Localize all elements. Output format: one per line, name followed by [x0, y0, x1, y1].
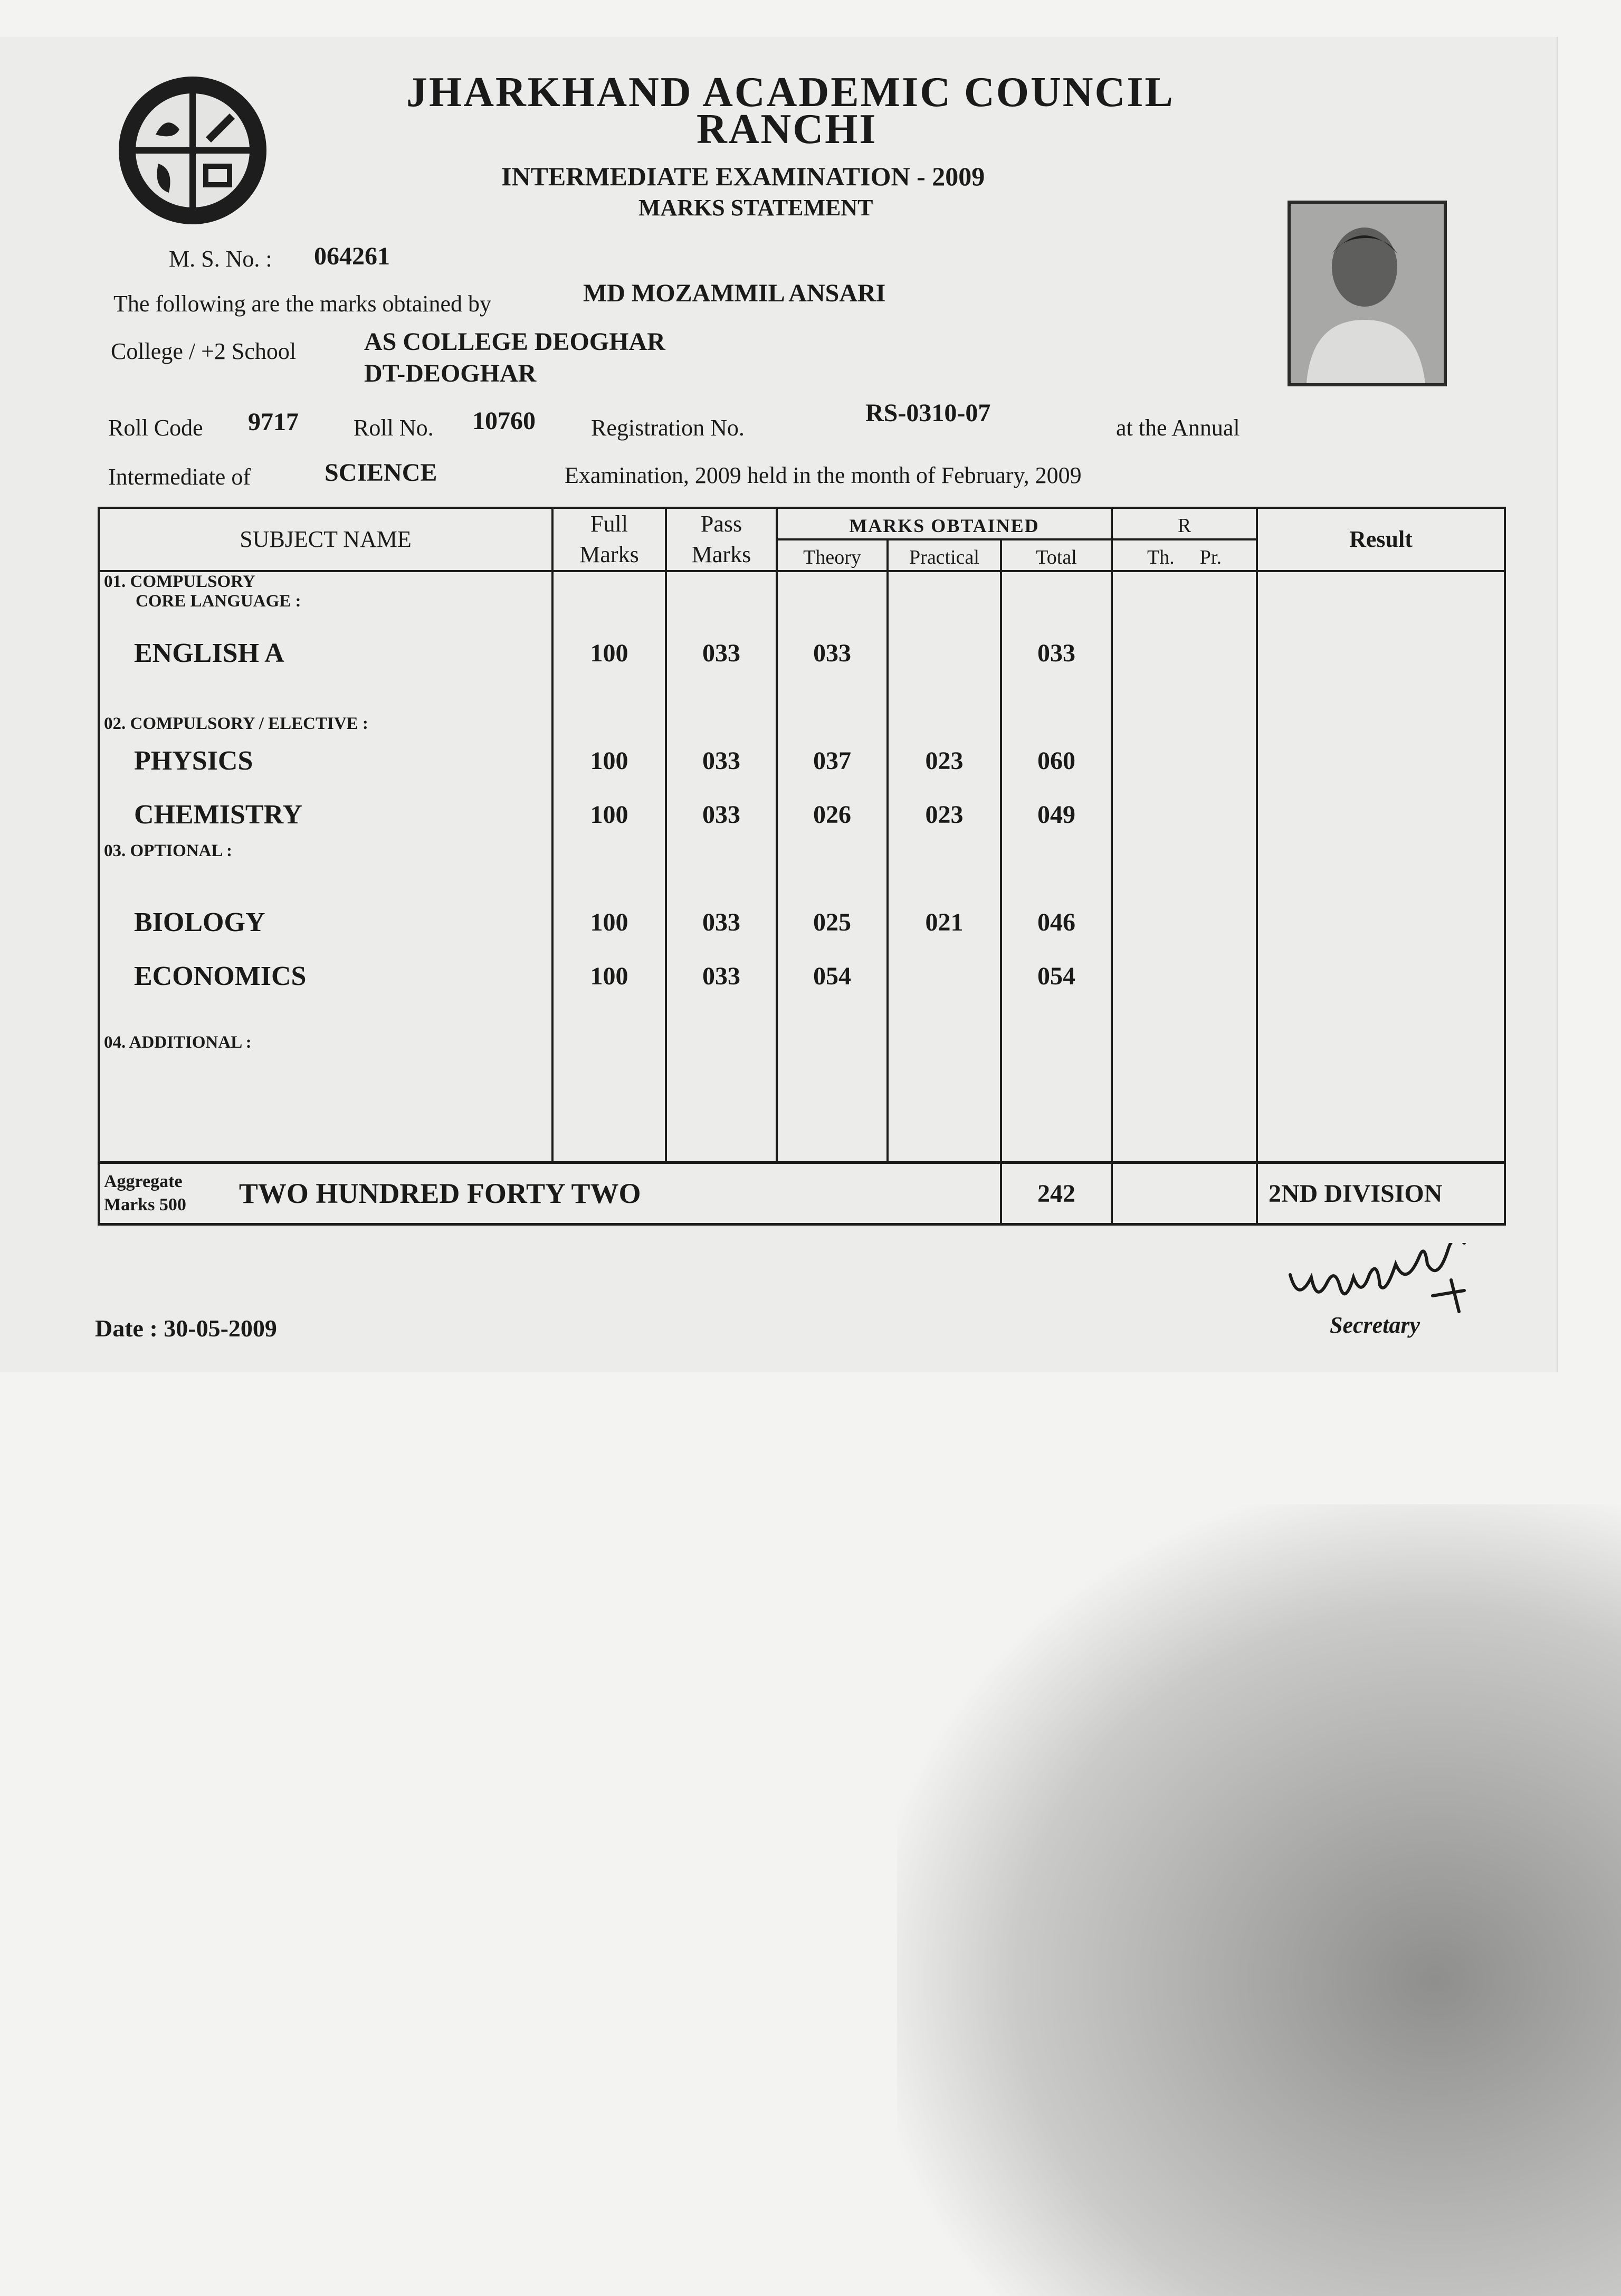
pass-marks-cell: 033: [666, 949, 777, 1003]
issue-date: Date : 30-05-2009: [95, 1315, 277, 1342]
student-photo: [1288, 201, 1447, 386]
full-marks-cell: 100: [552, 626, 666, 680]
total-cell: 054: [1001, 949, 1112, 1003]
registration-value: RS-0310-07: [865, 399, 991, 427]
table-row: [99, 734, 1505, 788]
statement-title: MARKS STATEMENT: [638, 195, 873, 221]
header-th-pr: Th. Pr.: [1112, 539, 1257, 571]
category-row: [99, 571, 1505, 626]
annual-label: at the Annual: [1116, 415, 1240, 441]
aggregate-result: 2ND DIVISION: [1257, 1163, 1505, 1225]
table-header-top: [99, 508, 1505, 539]
secretary-signature-icon: [1282, 1243, 1504, 1317]
aggregate-row: [99, 1163, 1505, 1225]
full-marks-cell: 100: [552, 788, 666, 841]
category-additional: 04. ADDITIONAL :: [99, 1003, 552, 1082]
council-title: JHARKHAND ACADEMIC COUNCIL: [406, 69, 1175, 116]
subject-cell: PHYSICS: [99, 734, 552, 788]
header-pass-marks: Pass Marks: [666, 508, 777, 571]
total-cell: 060: [1001, 734, 1112, 788]
aggregate-total: 242: [1001, 1163, 1112, 1225]
pass-marks-cell: 033: [666, 788, 777, 841]
intermediate-label: Intermediate of: [108, 464, 251, 490]
table-row: [99, 895, 1505, 949]
aggregate-in-words: TWO HUNDRED FORTY TWO: [239, 1178, 641, 1209]
theory-cell: 037: [777, 734, 888, 788]
table-row: [99, 949, 1505, 1003]
stream-value: SCIENCE: [325, 459, 437, 487]
header-theory: Theory: [777, 539, 888, 571]
marks-table: [98, 507, 1506, 1226]
category-compulsory: 01. COMPULSORY CORE LANGUAGE :: [99, 571, 552, 626]
roll-no-value: 10760: [472, 407, 536, 435]
practical-cell: 021: [888, 895, 1001, 949]
practical-cell: [888, 949, 1001, 1003]
table-row: [99, 788, 1505, 841]
subject-cell: ECONOMICS: [99, 949, 552, 1003]
roll-no-label: Roll No.: [354, 415, 434, 441]
roll-code-label: Roll Code: [108, 415, 203, 441]
category-elective: 02. COMPULSORY / ELECTIVE :: [99, 680, 552, 734]
pass-marks-cell: 033: [666, 734, 777, 788]
theory-cell: 033: [777, 626, 888, 680]
student-portrait-image: [1291, 204, 1444, 383]
college-district: DT-DEOGHAR: [364, 359, 537, 387]
college-label: College / +2 School: [111, 338, 297, 364]
obtained-by-label: The following are the marks obtained by: [113, 291, 492, 317]
table-row: [99, 626, 1505, 680]
pass-marks-cell: 033: [666, 626, 777, 680]
category-row: [99, 680, 1505, 734]
subject-cell: BIOLOGY: [99, 895, 552, 949]
secretary-label: Secretary: [1330, 1312, 1420, 1338]
total-cell: 046: [1001, 895, 1112, 949]
practical-cell: [888, 626, 1001, 680]
ms-no-value: 064261: [314, 242, 390, 270]
header-result: Result: [1257, 508, 1505, 571]
header-total: Total: [1001, 539, 1112, 571]
full-marks-cell: 100: [552, 949, 666, 1003]
aggregate-cell: [99, 1163, 1001, 1225]
exam-title: INTERMEDIATE EXAMINATION - 2009: [501, 162, 985, 191]
aggregate-label: Aggregate Marks 500: [104, 1172, 186, 1215]
theory-cell: 025: [777, 895, 888, 949]
full-marks-cell: 100: [552, 734, 666, 788]
subject-cell: CHEMISTRY: [99, 788, 552, 841]
college-name: AS COLLEGE DEOGHAR: [364, 328, 665, 356]
practical-cell: 023: [888, 788, 1001, 841]
registration-label: Registration No.: [591, 415, 745, 441]
total-cell: 049: [1001, 788, 1112, 841]
council-city: RANCHI: [697, 106, 878, 153]
council-emblem-icon: [113, 71, 272, 230]
pass-marks-cell: 033: [666, 895, 777, 949]
header-practical: Practical: [888, 539, 1001, 571]
theory-cell: 026: [777, 788, 888, 841]
ms-no-label: M. S. No. :: [169, 246, 272, 272]
spacer-row: [99, 1082, 1505, 1163]
exam-held-text: Examination, 2009 held in the month of February, 2009: [565, 462, 1082, 488]
practical-cell: 023: [888, 734, 1001, 788]
category-row: [99, 1003, 1505, 1082]
hand-shadow: [897, 1504, 1621, 2296]
total-cell: 033: [1001, 626, 1112, 680]
roll-code-value: 9717: [248, 408, 299, 436]
header-full-marks: Full Marks: [552, 508, 666, 571]
subject-cell: ENGLISH A: [99, 626, 552, 680]
header-subject: SUBJECT NAME: [99, 508, 552, 571]
header-r: R: [1112, 508, 1257, 539]
student-name: MD MOZAMMIL ANSARI: [583, 279, 886, 307]
header-marks-obtained: MARKS OBTAINED: [777, 508, 1112, 539]
category-row: [99, 841, 1505, 895]
category-optional: 03. OPTIONAL :: [99, 841, 552, 895]
full-marks-cell: 100: [552, 895, 666, 949]
theory-cell: 054: [777, 949, 888, 1003]
